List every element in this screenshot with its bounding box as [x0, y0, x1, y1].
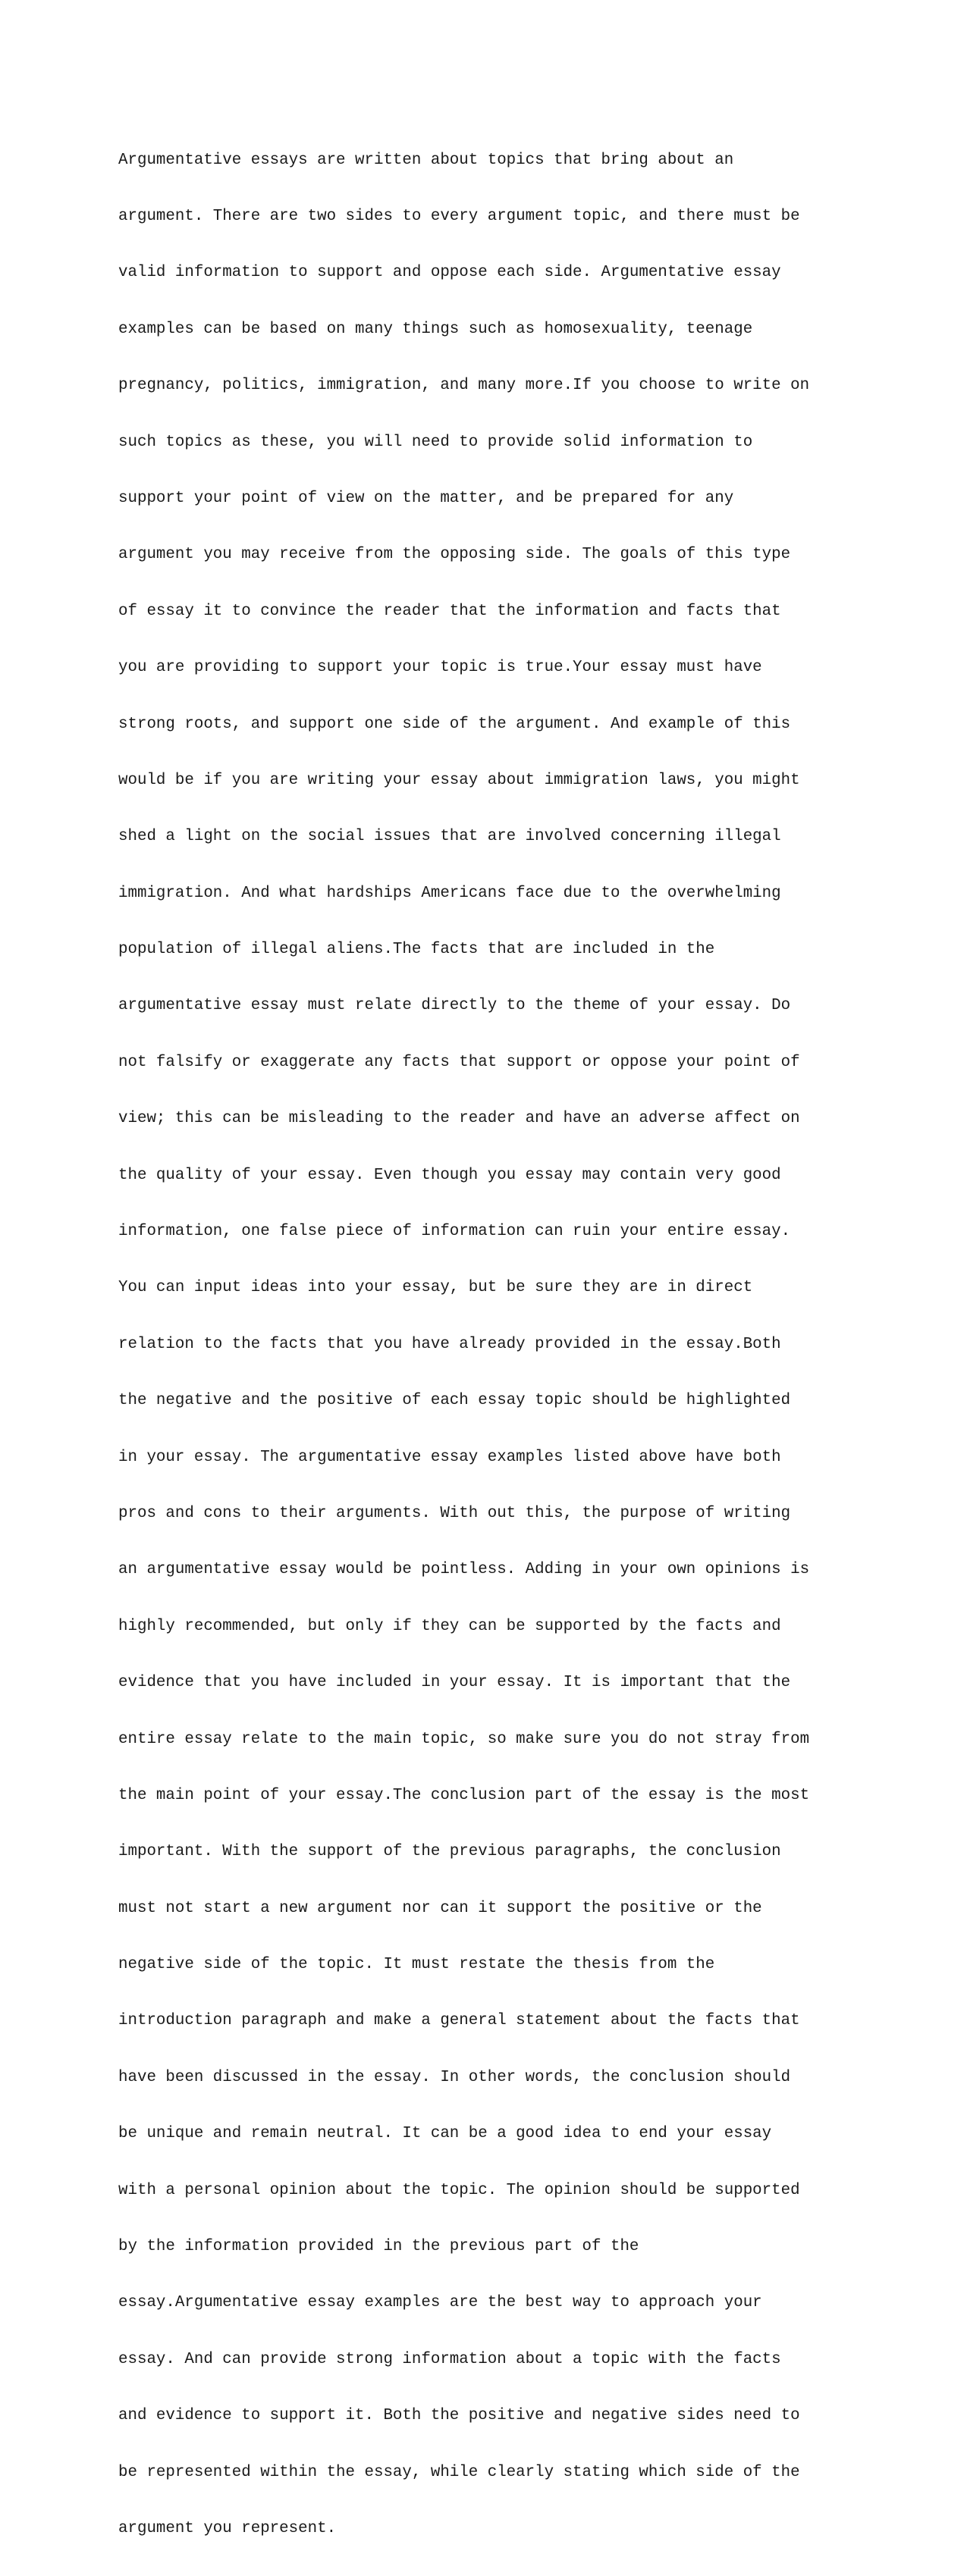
- essay-line: with a personal opinion about the topic. The opinion should be supported: [118, 2181, 800, 2199]
- essay-line: view; this can be misleading to the reader and have an adverse affect on: [118, 1110, 800, 1128]
- essay-line: must not start a new argument nor can it support the positive or the: [118, 1899, 762, 1917]
- essay-line: in your essay. The argumentative essay examples listed above have both: [118, 1448, 781, 1466]
- essay-line: essay. And can provide strong information about a topic with the facts: [118, 2350, 781, 2368]
- essay-line: and evidence to support it. Both the positive and negative sides need to: [118, 2407, 800, 2425]
- essay-line: argument. There are two sides to every argument topic, and there must be: [118, 207, 800, 225]
- essay-line: pros and cons to their arguments. With out this, the purpose of writing: [118, 1504, 791, 1522]
- essay-line: You can input ideas into your essay, but be sure they are in direct: [118, 1279, 753, 1297]
- essay-line: highly recommended, but only if they can be supported by the facts and: [118, 1617, 781, 1635]
- essay-line: of essay it to convince the reader that the information and facts that: [118, 602, 781, 620]
- essay-line: an argumentative essay would be pointless. Adding in your own opinions is: [118, 1561, 810, 1579]
- essay-line: pregnancy, politics, immigration, and many more.If you choose to write on: [118, 377, 810, 395]
- essay-line: the negative and the positive of each essay topic should be highlighted: [118, 1392, 791, 1410]
- essay-line: shed a light on the social issues that are involved concerning illegal: [118, 828, 781, 846]
- essay-line: you are providing to support your topic is true.Your essay must have: [118, 659, 762, 677]
- essay-line: would be if you are writing your essay about immigration laws, you might: [118, 771, 800, 789]
- essay-body: [118, 114, 862, 2576]
- essay-line: such topics as these, you will need to provide solid information to: [118, 433, 753, 451]
- essay-line: not falsify or exaggerate any facts that support or oppose your point of: [118, 1053, 800, 1071]
- essay-line: argument you may receive from the opposing side. The goals of this type: [118, 546, 791, 564]
- essay-line: Argumentative essays are written about topics that bring about an: [118, 151, 734, 169]
- essay-line: strong roots, and support one side of the argument. And example of this: [118, 715, 791, 733]
- essay-line: support your point of view on the matter, and be prepared for any: [118, 489, 734, 507]
- essay-line: by the information provided in the previous part of the: [118, 2238, 639, 2256]
- essay-line: immigration. And what hardships Americans face due to the overwhelming: [118, 884, 781, 902]
- essay-line: essay.Argumentative essay examples are the best way to approach your: [118, 2294, 762, 2312]
- essay-line: examples can be based on many things such as homosexuality, teenage: [118, 320, 753, 338]
- essay-line: have been discussed in the essay. In other words, the conclusion should: [118, 2068, 791, 2086]
- essay-line: be unique and remain neutral. It can be a good idea to end your essay: [118, 2125, 772, 2143]
- essay-line: population of illegal aliens.The facts that are included in the: [118, 941, 715, 959]
- essay-line: evidence that you have included in your essay. It is important that the: [118, 1674, 791, 1692]
- essay-line: introduction paragraph and make a general statement about the facts that: [118, 2012, 800, 2030]
- essay-line: relation to the facts that you have already provided in the essay.Both: [118, 1335, 781, 1353]
- essay-line: argumentative essay must relate directly to the theme of your essay. Do: [118, 997, 791, 1015]
- essay-line: important. With the support of the previous paragraphs, the conclusion: [118, 1843, 781, 1861]
- essay-line: negative side of the topic. It must restate the thesis from the: [118, 1956, 715, 1974]
- essay-line: the quality of your essay. Even though you essay may contain very good: [118, 1166, 781, 1184]
- essay-line: be represented within the essay, while clearly stating which side of the: [118, 2463, 800, 2481]
- essay-line: argument you represent.: [118, 2520, 337, 2537]
- essay-line: valid information to support and oppose each side. Argumentative essay: [118, 264, 781, 282]
- essay-line: the main point of your essay.The conclusion part of the essay is the most: [118, 1786, 810, 1804]
- essay-line: entire essay relate to the main topic, so make sure you do not stray from: [118, 1730, 810, 1748]
- essay-line: information, one false piece of information can ruin your entire essay.: [118, 1223, 791, 1241]
